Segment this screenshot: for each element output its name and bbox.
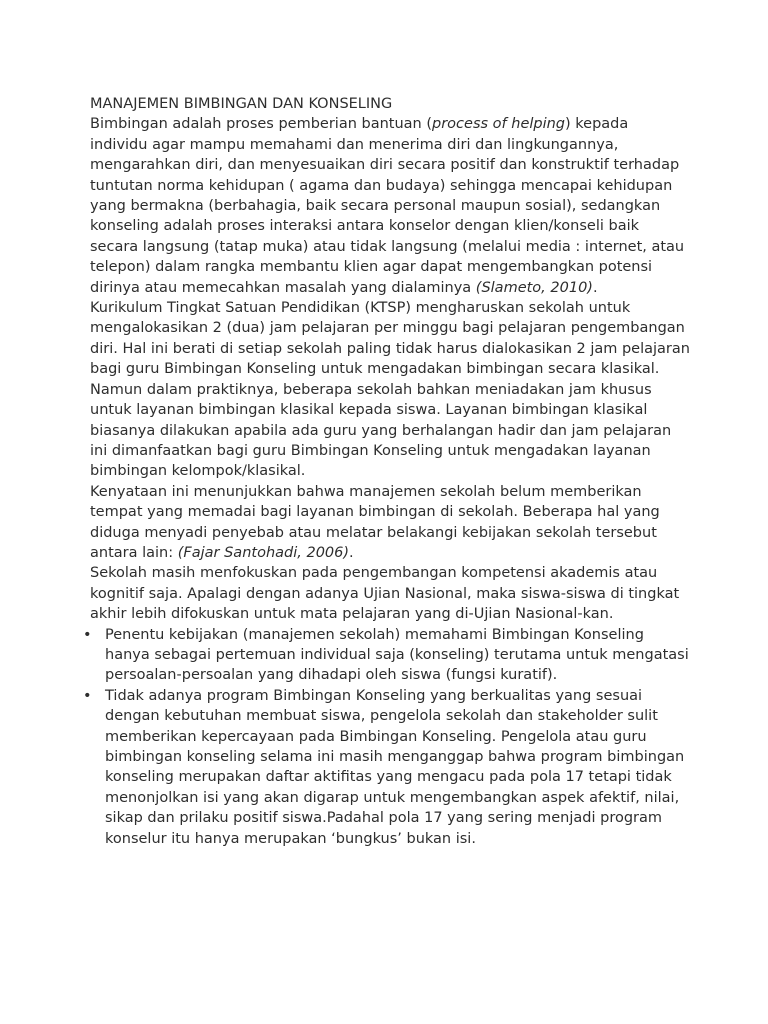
- list-item: [83, 625, 690, 686]
- list-item-text: Penentu kebijakan (manajemen sekolah) memahami Bimbingan Konseling hanya sebagai pertemuan individual saja (konseling) terutama untuk mengatasi persoalan-persoalan yang dihadapi oleh siswa (fungsi kuratif).: [105, 626, 689, 684]
- paragraph-ktsp: Kurikulum Tingkat Satuan Pendidikan (KTSP) mengharuskan sekolah untuk mengalokasikan 2 (dua) jam pelajaran per minggu bagi pelajaran pengembangan diri. Hal ini berati di setiap sekolah paling tidak harus dialokasikan 2 jam pelajaran bagi guru Bimbingan Konseling untuk mengadakan bimbingan secara klasikal. Namun dalam praktiknya, beberapa sekolah bahkan meniadakan jam khusus untuk layanan bimbingan klasikal kepada siswa. Layanan bimbingan klasikal biasanya dilakukan apabila ada guru yang berhalangan hadir dan jam pelajaran ini dimanfaatkan bagi guru Bimbingan Konseling untuk mengadakan layanan bimbingan kelompok/klasikal.: [90, 300, 690, 480]
- paragraph-academic-focus: Sekolah masih menfokuskan pada pengembangan kompetensi akademis atau kognitif saja. Apalagi dengan adanya Ujian Nasional, maka siswa-siswa di tingkat akhir lebih difokuskan untuk mata pelajaran yang di-Ujian Nasional-kan.: [90, 565, 680, 623]
- citation-fajar-santohadi: (Fajar Santohadi, 2006): [177, 544, 350, 561]
- paragraph-reality-text: Kenyataan ini menunjukkan bahwa manajemen sekolah belum memberikan tempat yang memadai bagi layanan bimbingan di sekolah. Beberapa hal yang diduga menyadi penyebab atau melatar belakangi kebijakan sekolah tersebut antara lain:: [90, 483, 660, 561]
- list-item: [83, 686, 690, 849]
- term-process-of-helping: process of helping: [432, 116, 566, 133]
- list-item-text: Tidak adanya program Bimbingan Konseling yang berkualitas yang sesuai dengan kebutuhan membuat siswa, pengelola sekolah dan stakeholder sulit memberikan kepercayaan pada Bimbingan Konseling. Pengelola atau guru bimbingan konseling selama ini masih menganggap bahwa program bimbingan konseling merupakan daftar aktifitas yang mengacu pada pola 17 tetapi tidak menonjolkan isi yang akan digarap untuk mengembangkan aspek afektif, nilai, sikap dan prilaku positif siswa.Padahal pola 17 yang sering menjadi program konselur itu hanya merupakan ‘bungkus’ bukan isi.: [105, 687, 685, 847]
- bullet-list: [83, 625, 690, 849]
- paragraph-reality-end: .: [349, 544, 354, 561]
- paragraph-definition-text-end: .: [592, 279, 598, 296]
- citation-slameto: (Slameto, 2010): [475, 279, 593, 296]
- document-title: MANAJEMEN BIMBINGAN DAN KONSELING: [90, 96, 393, 112]
- bullet-dot-icon: •: [83, 626, 92, 643]
- document-page: [83, 94, 690, 849]
- paragraph-reality: [90, 482, 690, 564]
- paragraph-definition-text-body: ) kepada individu agar mampu memahami dan menerima diri dan lingkungannya, mengarahkan diri, dan menyesuaikan diri secara positif dan konstruktif terhadap tuntutan norma kehidupan ( agama dan budaya) sehingga mencapai kehidupan yang bermakna (berbahagia, baik secara personal maupun sosial), sedangkan konseling adalah proses interaksi antara konselor dengan klien/konseli baik secara langsung (tatap muka) atau tidak langsung (melalui media : internet, atau telepon) dalam rangka membantu klien agar dapat mengembangkan potensi dirinya atau memecahkan masalah yang dialaminya: [90, 116, 685, 296]
- bullet-dot-icon: •: [83, 687, 92, 704]
- paragraph-definition: [90, 114, 690, 298]
- paragraph-definition-text-start: Bimbingan adalah proses pemberian bantuan (: [90, 116, 433, 133]
